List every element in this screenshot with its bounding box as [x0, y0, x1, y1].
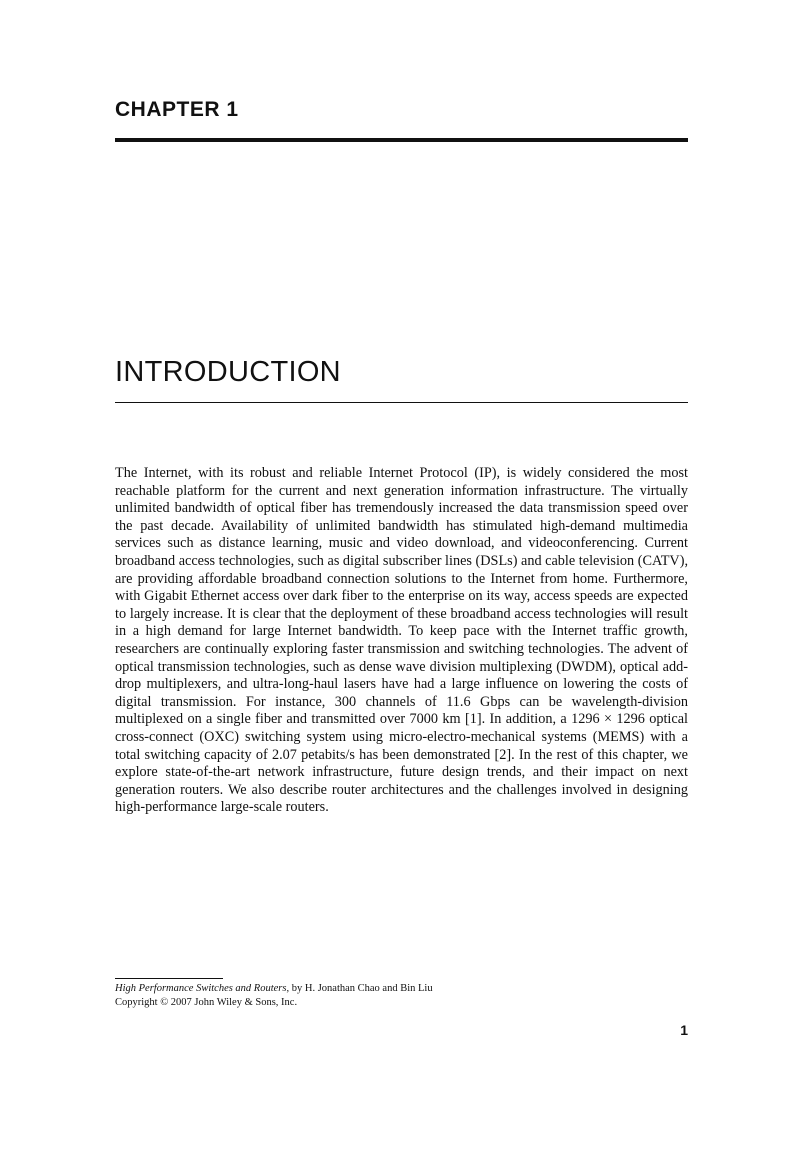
- footnote-citation: [115, 982, 433, 996]
- footnote-divider: [115, 978, 223, 979]
- page-number: 1: [680, 1022, 688, 1038]
- chapter-label: CHAPTER 1: [115, 98, 239, 121]
- footnote-copyright: Copyright © 2007 John Wiley & Sons, Inc.: [115, 997, 298, 1008]
- footnote: [115, 982, 433, 1010]
- footnote-authors: by H. Jonathan Chao and Bin Liu: [289, 983, 433, 994]
- title-divider: [115, 402, 688, 403]
- chapter-title: INTRODUCTION: [115, 356, 341, 388]
- footnote-book-title: High Performance Switches and Routers,: [115, 983, 290, 994]
- body-paragraph: The Internet, with its robust and reliable Internet Protocol (IP), is widely considered the most reachable platform for the current and next generation information infrastructure. The virtually unlimited bandwidth of optical fiber has tremendously increased the data transmission speed over the past decade. Availability of unlimited bandwidth has stimulated high-demand multimedia services such as distance learning, music and video download, and videoconferencing. Current broadband access technologies, such as digital subscriber lines (DSLs) and cable television (CATV), are providing affordable broadband connection solutions to the Internet from home. Furthermore, with Gigabit Ethernet access over dark fiber to the enterprise on its way, access speeds are expected to largely increase. It is clear that the deployment of these broadband access technologies will result in a high demand for large Internet bandwidth. To keep pace with the Internet traffic growth, researchers are continually exploring faster transmission and switching technologies. The advent of optical transmission technologies, such as dense wave division multiplexing (DWDM), optical add-drop multiplexers, and ultra-long-haul lasers have had a large influence on lowering the costs of digital transmission. For instance, 300 channels of 11.6 Gbps can be wavelength-division multiplexed on a single fiber and transmitted over 7000 km [1]. In addition, a 1296 × 1296 optical cross-connect (OXC) switching system using micro-electro-mechanical systems (MEMS) with a total switching capacity of 2.07 petabits/s has been demonstrated [2]. In the rest of this chapter, we explore state-of-the-art network infrastructure, future design trends, and their impact on next generation routers. We also describe router architectures and the challenges involved in designing high-performance large-scale routers.: [115, 465, 689, 816]
- chapter-divider: [115, 138, 688, 142]
